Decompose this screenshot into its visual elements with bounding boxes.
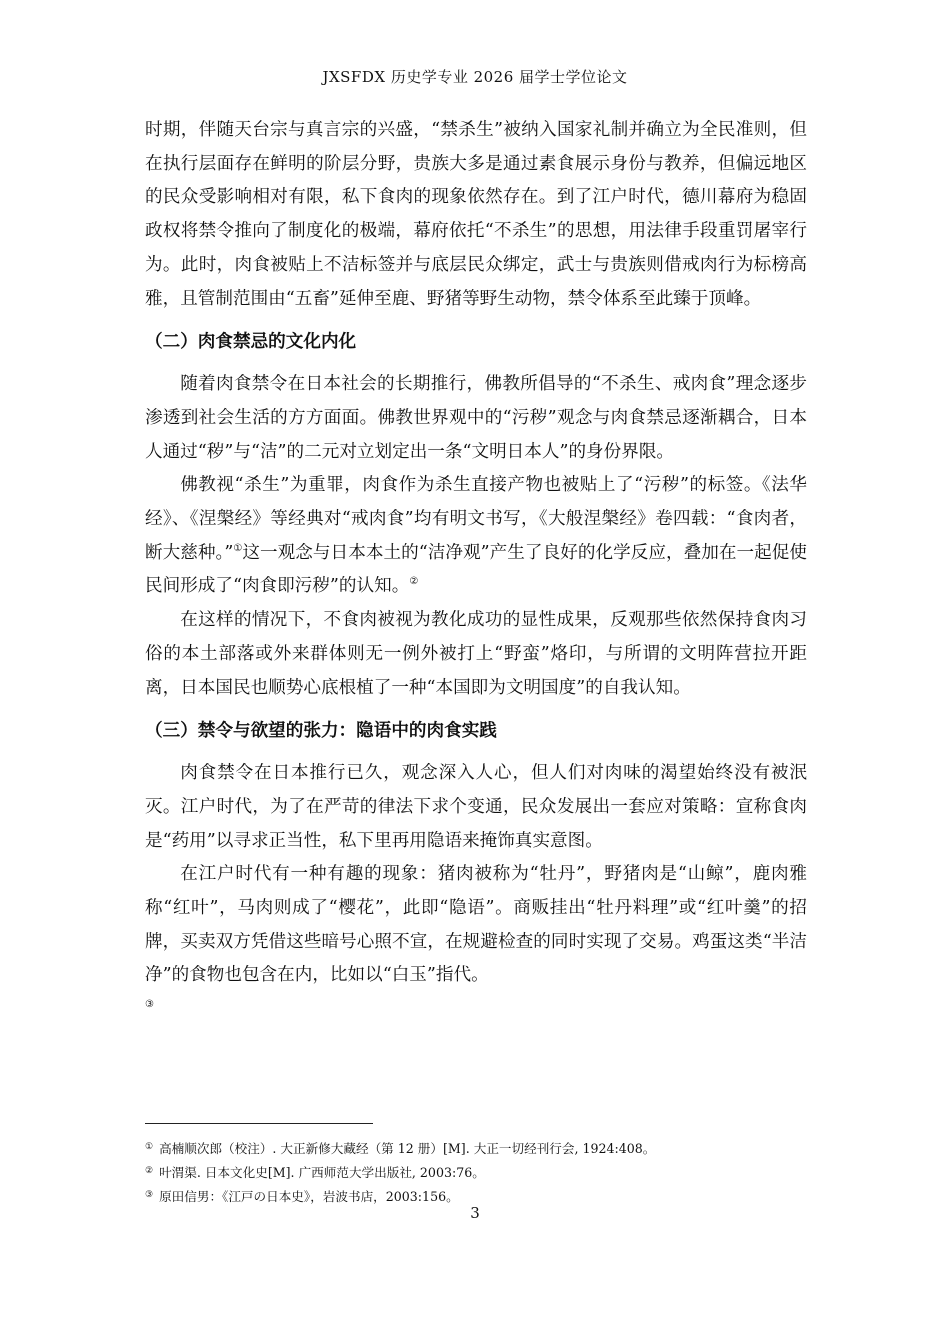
body-text bbox=[145, 114, 807, 1027]
footnote-2 bbox=[145, 1160, 807, 1184]
page-header: JXSFDX 历史学专业 2026 届学士学位论文 bbox=[322, 68, 628, 86]
footnote-text: 原田信男：《江戸の日本史》，岩波书店，2003:156。 bbox=[159, 1189, 459, 1204]
paragraph-continued: 时期，伴随天台宗与真言宗的兴盛，“禁杀生”被纳入国家礼制并确立为全民准则，但在执行层面存在鲜明的阶层分野，贵族大多是通过素食展示身份与教养，但偏远地区的民众受影响相对有限，私下食肉的现象依然存在。到了江户时代，德川幕府为稳固政权将禁令推向了制度化的极端，幕府依托“不杀生”的思想，用法律手段重罚屠宰行为。此时，肉食被贴上不洁标签并与底层民众绑定，武士与贵族则借戒肉行为标榜高雅，且管制范围由“五畜”延伸至鹿、野猪等野生动物，禁令体系至此臻于顶峰。 bbox=[145, 120, 807, 309]
footnote-ref-2[interactable]: ② bbox=[409, 576, 419, 588]
paragraph-with-refs bbox=[145, 858, 807, 1027]
footnote-ref-1[interactable]: ① bbox=[233, 542, 243, 554]
footnotes bbox=[145, 1136, 807, 1208]
footnote-mark: ③ bbox=[145, 1190, 154, 1200]
section-heading-3: （三）禁令与欲望的张力：隐语中的肉食实践 bbox=[145, 721, 497, 742]
paragraph: 肉食禁令在日本推行已久，观念深入人心，但人们对肉味的渴望始终没有被泯灭。江户时代，为了在严苛的律法下求个变通，民众发展出一套应对策略：宣称食肉是“药用”以寻求正当性，私下里再用隐语来掩饰真实意图。 bbox=[145, 763, 807, 851]
section-heading-2: （二）肉食禁忌的文化内化 bbox=[145, 332, 357, 353]
page-number: 3 bbox=[470, 1204, 480, 1222]
footnote-ref-3[interactable]: ③ bbox=[145, 999, 154, 1011]
footnote-1 bbox=[145, 1136, 807, 1160]
paragraph-text: 在江户时代有一种有趣的现象：猪肉被称为“牡丹”，野猪肉是“山鲸”，鹿肉雅称“红叶”，马肉则成了“樱花”，此即“隐语”。商贩挂出“牡丹料理”或“红叶羹”的招牌，买卖双方凭借这些暗号心照不宣，在规避检查的同时实现了交易。鸡蛋这类“半洁净”的食物也包含在内，比如以“白玉”指代。 bbox=[145, 864, 807, 986]
footnote-text: 叶渭渠. 日本文化史[M]. 广西师范大学出版社, 2003:76。 bbox=[159, 1165, 485, 1180]
footnote-text: 高楠顺次郎（校注）. 大正新修大藏经（第 12 册）[M]. 大正一切经刊行会, 1924:408。 bbox=[159, 1141, 656, 1156]
paragraph: 随着肉食禁令在日本社会的长期推行，佛教所倡导的“不杀生、戒肉食”理念逐步渗透到社会生活的方方面面。佛教世界观中的“污秽”观念与肉食禁忌逐渐耦合，日本人通过“秽”与“洁”的二元对立划定出一条“文明日本人”的身份界限。 bbox=[145, 374, 807, 462]
paragraph-text: 佛教视“杀生”为重罪，肉食作为杀生直接产物也被贴上了“污秽”的标签。《法华经》、《涅槃经》等经典对“戒肉食”均有明文书写，《大般涅槃经》卷四载：“食肉者，断大慈种。” bbox=[145, 475, 807, 563]
paragraph-with-refs bbox=[145, 469, 807, 604]
footnote-mark: ② bbox=[145, 1166, 154, 1176]
footnote-separator bbox=[145, 1123, 373, 1124]
paragraph: 在这样的情况下，不食肉被视为教化成功的显性成果，反观那些依然保持食肉习俗的本土部落或外来群体则无一例外被打上“野蛮”烙印，与所谓的文明阵营拉开距离，日本国民也顺势心底根植了一种“本国即为文明国度”的自我认知。 bbox=[145, 610, 807, 698]
footnote-mark: ① bbox=[145, 1142, 154, 1152]
paragraph-text: 这一观念与日本本土的“洁净观”产生了良好的化学反应，叠加在一起促使民间形成了“肉食即污秽”的认知。 bbox=[145, 542, 807, 597]
